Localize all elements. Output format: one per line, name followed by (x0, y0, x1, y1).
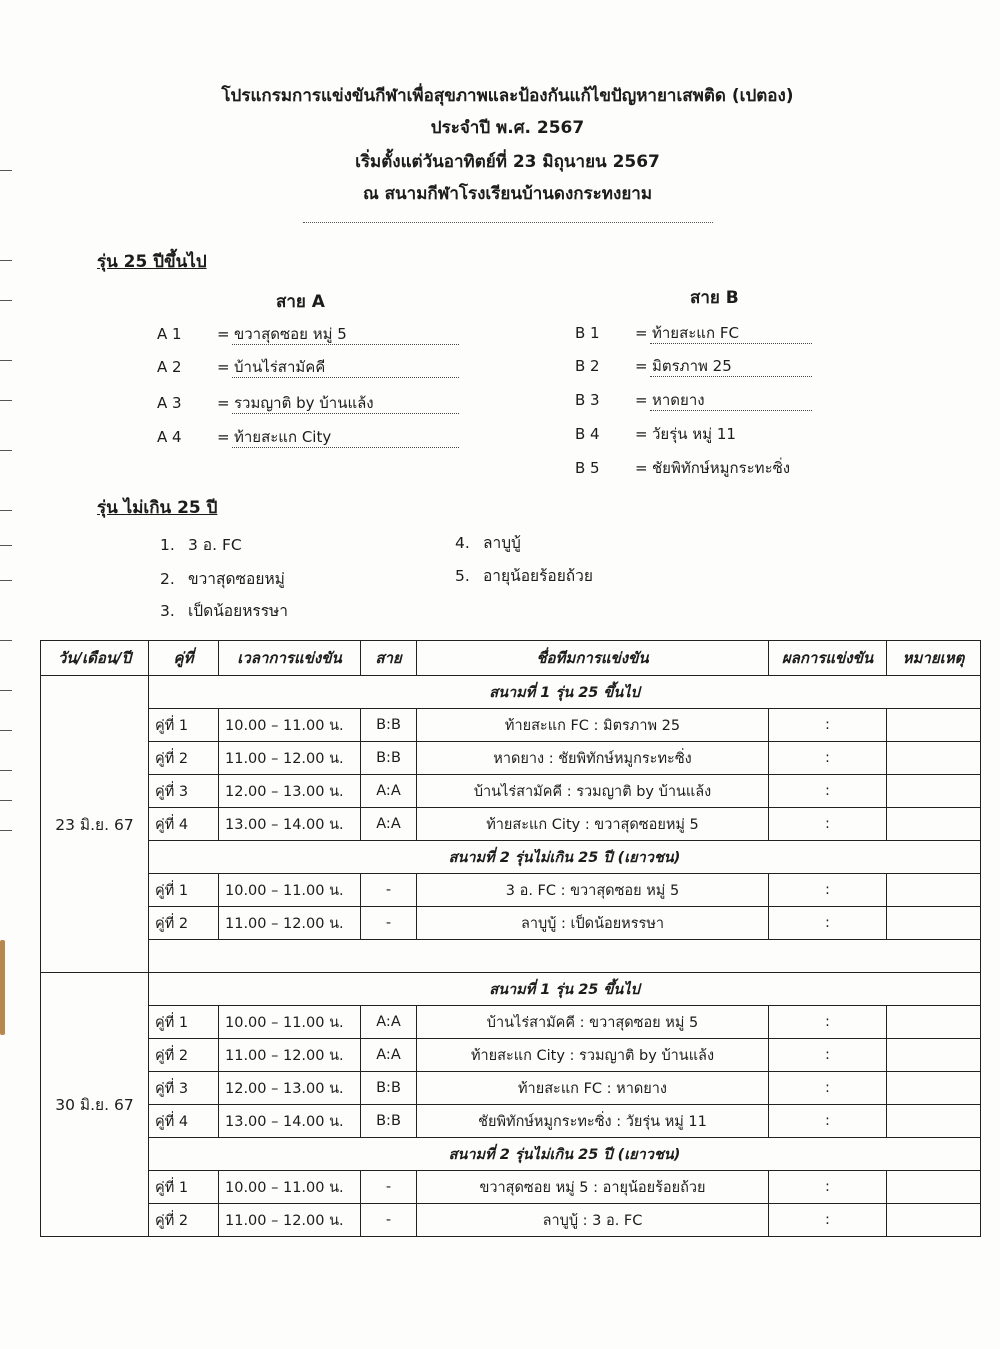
header-date: วัน/เดือน/ปี (41, 641, 149, 676)
team-name: หาดยาง (650, 391, 812, 411)
team-code: A 3 (157, 394, 182, 412)
pair-cell: คู่ที่ 1 (149, 1171, 219, 1204)
youth-team-number: 3. (160, 602, 175, 620)
youth-team (160, 566, 285, 591)
field-title: สนามที่ 2 รุ่นไม่เกิน 25 ปี (เยาวชน) (149, 841, 981, 874)
note-cell (887, 742, 981, 775)
pair-cell: คู่ที่ 4 (149, 808, 219, 841)
document-title: โปรแกรมการแข่งขันกีฬาเพื่อสุขภาพและป้องกันแก้ไขปัญหายาเสพติด (เปตอง) (221, 86, 794, 106)
result-cell: : (769, 1072, 887, 1105)
header-result: ผลการแข่งขัน (769, 641, 887, 676)
group-b-team (575, 391, 895, 415)
table-row (41, 907, 981, 940)
result-cell: : (769, 742, 887, 775)
youth-team (160, 598, 288, 623)
table-row (41, 1072, 981, 1105)
day-separator-row (41, 940, 981, 973)
team-name: ขวาสุดซอย หมู่ 5 (232, 325, 459, 345)
group-cell: B:B (361, 1072, 417, 1105)
teams-cell: ท้ายสะแก City : ขวาสุดซอยหมู่ 5 (417, 808, 769, 841)
document-start-date: เริ่มตั้งแต่วันอาทิตย์ที่ 23 มิถุนายน 2567 (355, 152, 660, 172)
table-header-row (41, 641, 981, 676)
youth-team-name: เป็ดน้อยหรรษา (188, 602, 288, 620)
header-pair: คู่ที่ (149, 641, 219, 676)
teams-cell: ท้ายสะแก City : รวมญาติ by บ้านแล้ง (417, 1039, 769, 1072)
group-cell: A:A (361, 775, 417, 808)
note-cell (887, 709, 981, 742)
equals-sign: = (635, 459, 648, 477)
youth-team-number: 1. (160, 536, 175, 554)
time-cell: 11.00 – 12.00 น. (219, 1039, 361, 1072)
scan-edge-marks (0, 150, 14, 850)
pair-cell: คู่ที่ 3 (149, 775, 219, 808)
result-cell: : (769, 1105, 887, 1138)
time-cell: 11.00 – 12.00 น. (219, 742, 361, 775)
pair-cell: คู่ที่ 1 (149, 709, 219, 742)
field-heading-row (41, 973, 981, 1006)
equals-sign: = (217, 358, 230, 376)
equals-sign: = (635, 357, 648, 375)
result-cell: : (769, 1039, 887, 1072)
note-cell (887, 1006, 981, 1039)
pair-cell: คู่ที่ 1 (149, 1006, 219, 1039)
header-teams: ชื่อทีมการแข่งขัน (417, 641, 769, 676)
header-note: หมายเหตุ (887, 641, 981, 676)
teams-cell: ท้ายสะแก FC : หาดยาง (417, 1072, 769, 1105)
group-a-team (157, 358, 467, 382)
group-cell: - (361, 907, 417, 940)
note-cell (887, 775, 981, 808)
note-cell (887, 1072, 981, 1105)
result-cell: : (769, 1204, 887, 1237)
note-cell (887, 874, 981, 907)
header-group: สาย (361, 641, 417, 676)
pair-cell: คู่ที่ 4 (149, 1105, 219, 1138)
field-heading-row (41, 841, 981, 874)
group-cell: - (361, 874, 417, 907)
youth-team-name: 3 อ. FC (188, 536, 242, 554)
table-row (41, 1039, 981, 1072)
team-code: B 3 (575, 391, 600, 409)
teams-cell: ลาบูบู้ : เป็ดน้อยหรรษา (417, 907, 769, 940)
teams-cell: ชัยพิทักษ์หมูกระทะซิ่ง : วัยรุ่น หมู่ 11 (417, 1105, 769, 1138)
field-heading-row (41, 676, 981, 709)
document-venue: ณ สนามกีฬาโรงเรียนบ้านดงกระทงยาม (362, 184, 653, 204)
team-name: รวมญาติ by บ้านแล้ง (232, 394, 459, 414)
youth-team-name: ลาบูบู้ (483, 534, 521, 552)
team-code: A 4 (157, 428, 182, 446)
note-cell (887, 907, 981, 940)
youth-team-number: 4. (455, 534, 470, 552)
group-b-team (575, 425, 895, 449)
time-cell: 12.00 – 13.00 น. (219, 1072, 361, 1105)
table-row (41, 742, 981, 775)
teams-cell: ลาบูบู้ : 3 อ. FC (417, 1204, 769, 1237)
group-cell: - (361, 1171, 417, 1204)
group-cell: B:B (361, 709, 417, 742)
document-year: ประจำปี พ.ศ. 2567 (430, 118, 585, 138)
time-cell: 13.00 – 14.00 น. (219, 808, 361, 841)
field-title: สนามที่ 1 รุ่น 25 ขึ้นไป (149, 676, 981, 709)
group-a-team (157, 325, 467, 349)
pair-cell: คู่ที่ 2 (149, 1039, 219, 1072)
header-divider (303, 222, 713, 223)
youth-team-name: ขวาสุดซอยหมู่ (188, 570, 285, 588)
table-row (41, 1105, 981, 1138)
youth-team-number: 2. (160, 570, 175, 588)
pair-cell: คู่ที่ 2 (149, 1204, 219, 1237)
team-name: ชัยพิทักษ์หมูกระทะซิ่ง (652, 459, 791, 477)
table-row (41, 709, 981, 742)
equals-sign: = (217, 325, 230, 343)
youth-team-name: อายุน้อยร้อยถ้วย (483, 567, 593, 585)
time-cell: 10.00 – 11.00 น. (219, 709, 361, 742)
pair-cell: คู่ที่ 2 (149, 907, 219, 940)
team-name: วัยรุ่น หมู่ 11 (652, 425, 736, 443)
group-b-team (575, 357, 895, 381)
note-cell (887, 1204, 981, 1237)
equals-sign: = (635, 425, 648, 443)
time-cell: 11.00 – 12.00 น. (219, 907, 361, 940)
youth-team (160, 532, 242, 557)
time-cell: 11.00 – 12.00 น. (219, 1204, 361, 1237)
team-name: ท้ายสะแก FC (650, 324, 812, 344)
group-cell: B:B (361, 1105, 417, 1138)
teams-cell: บ้านไร่สามัคคี : รวมญาติ by บ้านแล้ง (417, 775, 769, 808)
note-cell (887, 1039, 981, 1072)
group-a-team (157, 428, 467, 452)
result-cell: : (769, 907, 887, 940)
team-name: มิตรภาพ 25 (650, 357, 812, 377)
senior-section-title: รุ่น 25 ปีขึ้นไป (97, 252, 207, 272)
equals-sign: = (635, 391, 648, 409)
team-name: บ้านไร่สามัคคี (232, 358, 459, 378)
result-cell: : (769, 709, 887, 742)
youth-team (455, 530, 521, 555)
note-cell (887, 1105, 981, 1138)
teams-cell: บ้านไร่สามัคคี : ขวาสุดซอย หมู่ 5 (417, 1006, 769, 1039)
pair-cell: คู่ที่ 2 (149, 742, 219, 775)
result-cell: : (769, 808, 887, 841)
team-code: B 5 (575, 459, 600, 477)
match-date: 30 มิ.ย. 67 (41, 973, 149, 1237)
table-row (41, 1204, 981, 1237)
time-cell: 10.00 – 11.00 น. (219, 1171, 361, 1204)
group-cell: A:A (361, 1006, 417, 1039)
pair-cell: คู่ที่ 3 (149, 1072, 219, 1105)
team-code: A 1 (157, 325, 182, 343)
group-cell: A:A (361, 808, 417, 841)
header-time: เวลาการแข่งขัน (219, 641, 361, 676)
schedule-table (40, 640, 981, 1237)
teams-cell: ขวาสุดซอย หมู่ 5 : อายุน้อยร้อยถ้วย (417, 1171, 769, 1204)
teams-cell: 3 อ. FC : ขวาสุดซอย หมู่ 5 (417, 874, 769, 907)
field-heading-row (41, 1138, 981, 1171)
note-cell (887, 1171, 981, 1204)
note-cell (887, 808, 981, 841)
equals-sign: = (217, 428, 230, 446)
time-cell: 10.00 – 11.00 น. (219, 1006, 361, 1039)
group-b-team (575, 324, 895, 348)
team-name: ท้ายสะแก City (232, 428, 459, 448)
group-b-team (575, 459, 895, 483)
group-b-title: สาย B (690, 288, 739, 308)
field-title: สนามที่ 2 รุ่นไม่เกิน 25 ปี (เยาวชน) (149, 1138, 981, 1171)
group-a-title: สาย A (276, 292, 325, 312)
equals-sign: = (217, 394, 230, 412)
table-row (41, 874, 981, 907)
table-row (41, 1006, 981, 1039)
result-cell: : (769, 1171, 887, 1204)
result-cell: : (769, 1006, 887, 1039)
binder-mark (0, 940, 5, 1035)
time-cell: 10.00 – 11.00 น. (219, 874, 361, 907)
youth-team-number: 5. (455, 567, 470, 585)
group-cell: - (361, 1204, 417, 1237)
group-cell: B:B (361, 742, 417, 775)
match-date: 23 มิ.ย. 67 (41, 676, 149, 973)
team-code: A 2 (157, 358, 182, 376)
youth-section-title: รุ่น ไม่เกิน 25 ปี (97, 498, 218, 518)
pair-cell: คู่ที่ 1 (149, 874, 219, 907)
field-title: สนามที่ 1 รุ่น 25 ขึ้นไป (149, 973, 981, 1006)
table-row (41, 775, 981, 808)
teams-cell: หาดยาง : ชัยพิทักษ์หมูกระทะซิ่ง (417, 742, 769, 775)
result-cell: : (769, 775, 887, 808)
result-cell: : (769, 874, 887, 907)
team-code: B 4 (575, 425, 600, 443)
time-cell: 12.00 – 13.00 น. (219, 775, 361, 808)
table-row (41, 808, 981, 841)
time-cell: 13.00 – 14.00 น. (219, 1105, 361, 1138)
team-code: B 1 (575, 324, 600, 342)
team-code: B 2 (575, 357, 600, 375)
group-a-team (157, 394, 467, 418)
teams-cell: ท้ายสะแก FC : มิตรภาพ 25 (417, 709, 769, 742)
youth-team (455, 563, 593, 588)
equals-sign: = (635, 324, 648, 342)
group-cell: A:A (361, 1039, 417, 1072)
table-row (41, 1171, 981, 1204)
